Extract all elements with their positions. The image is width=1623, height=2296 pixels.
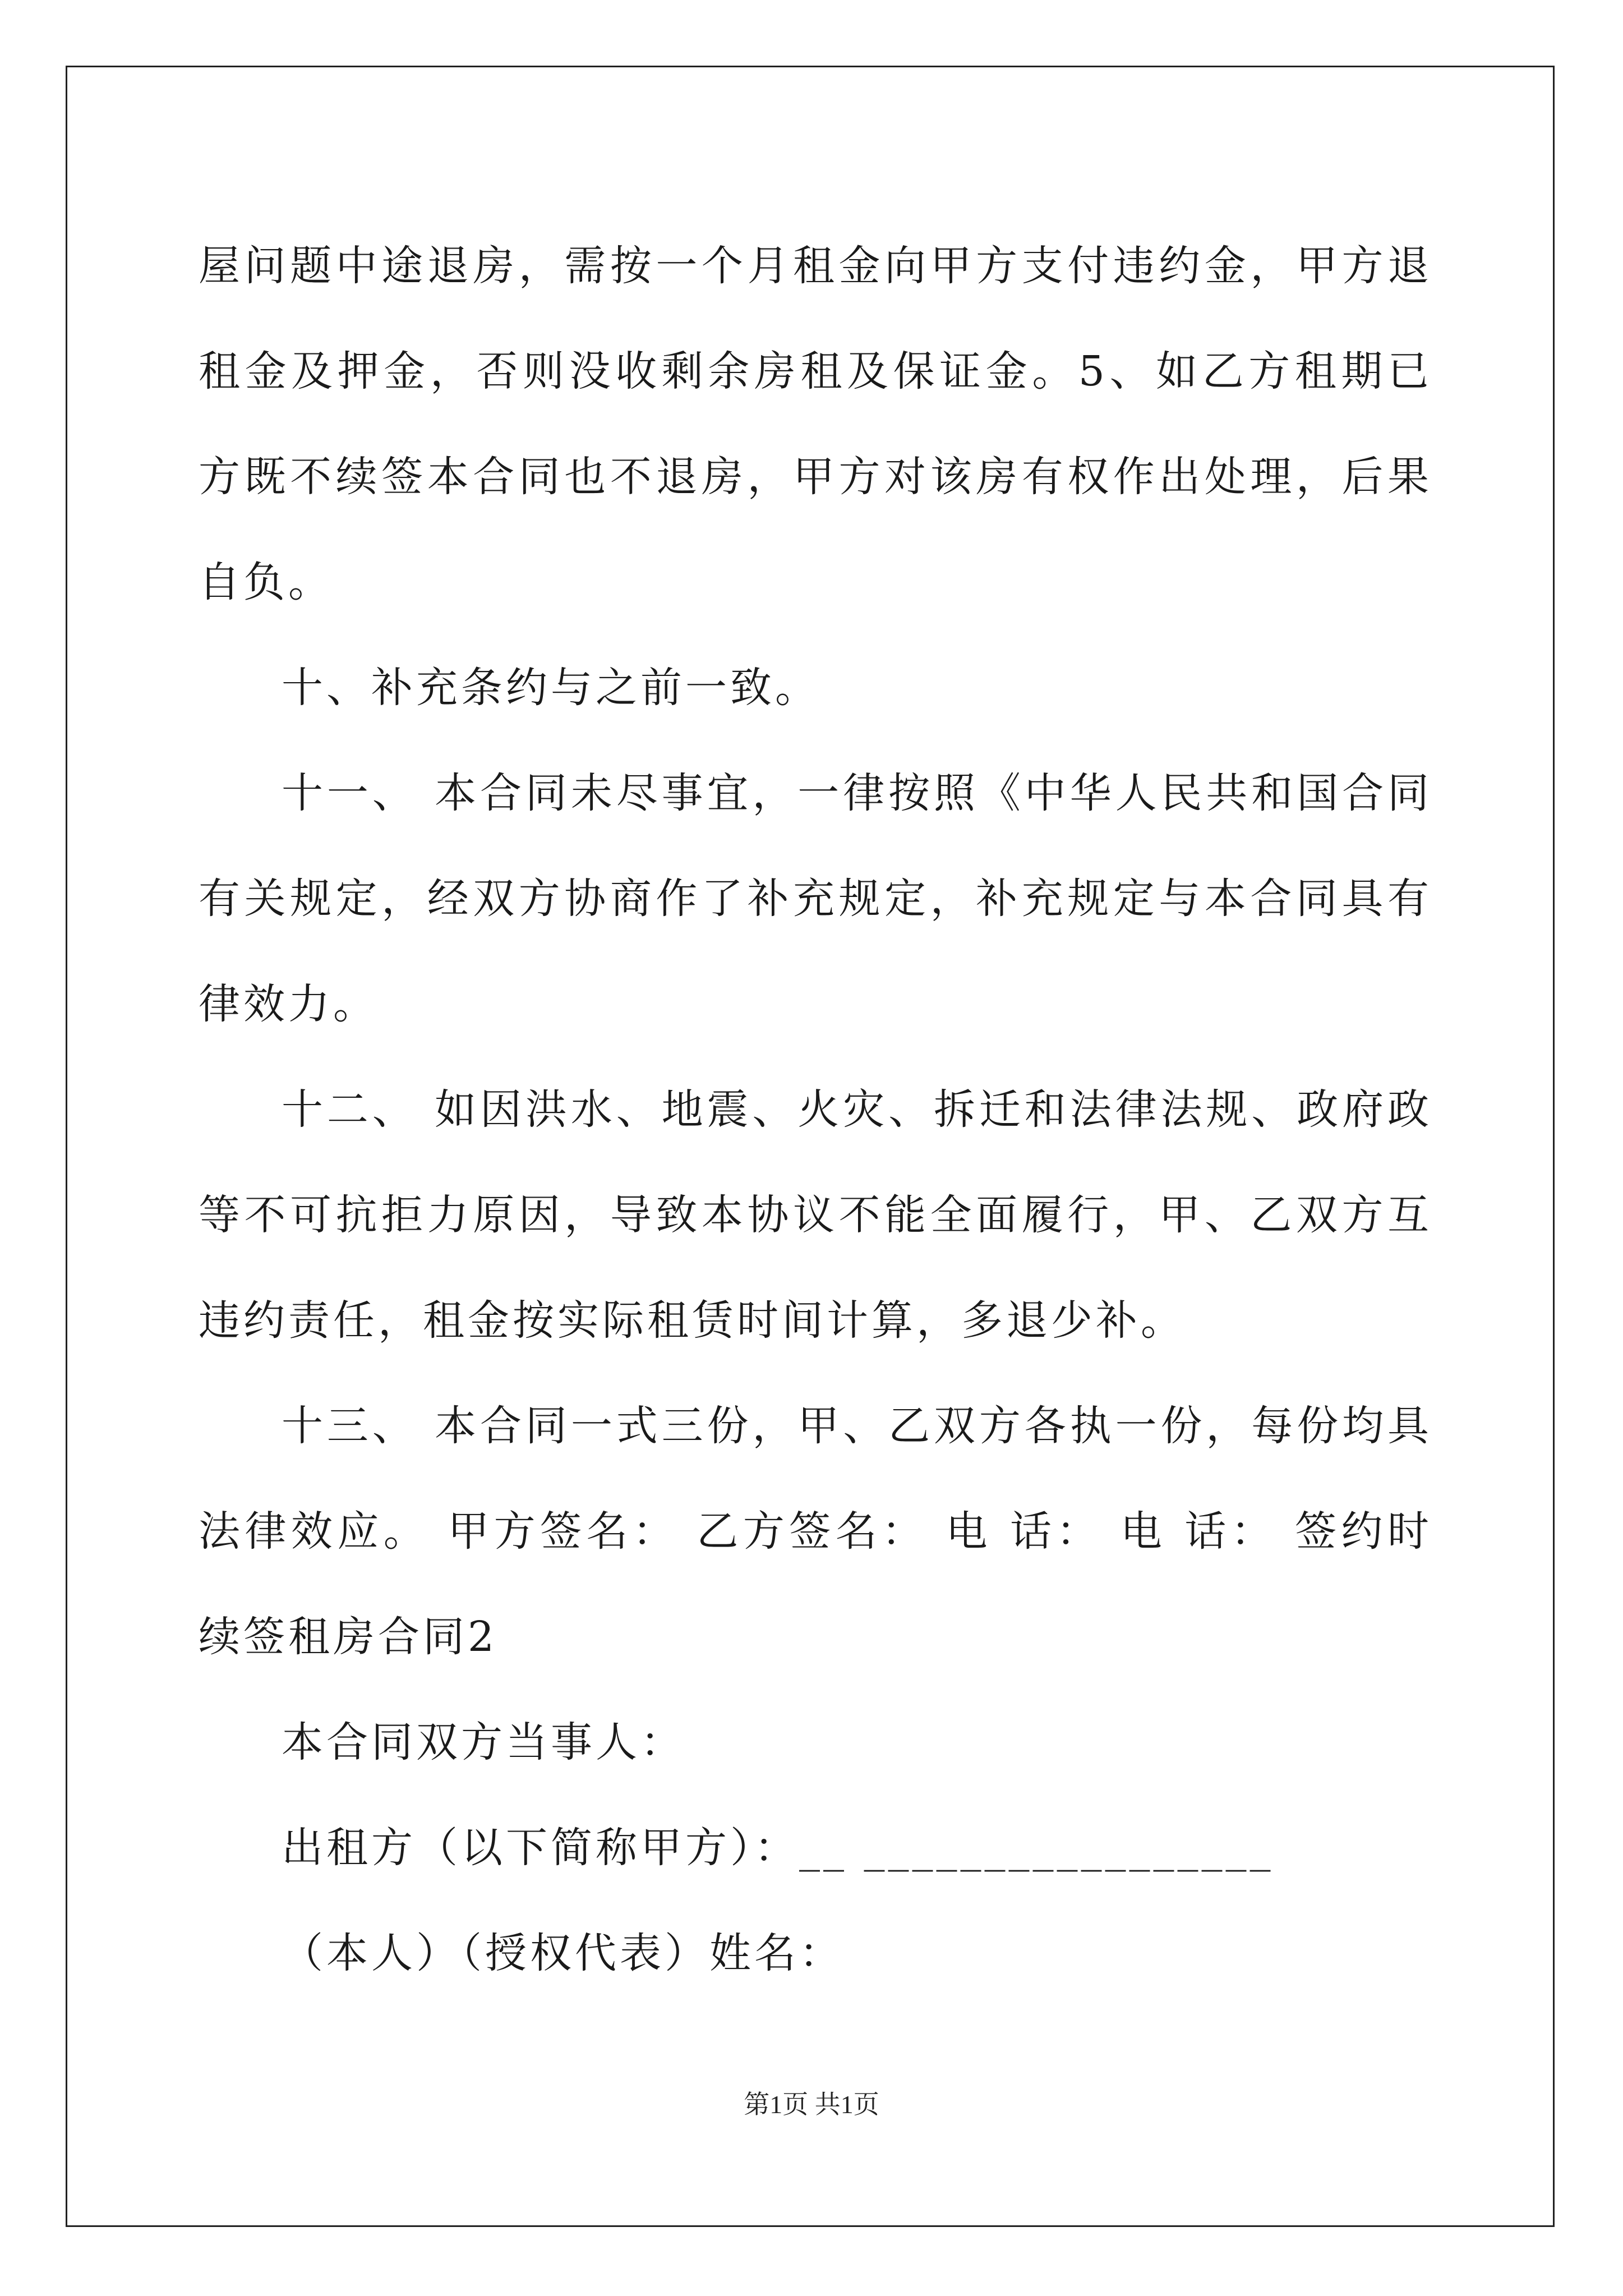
clause-11: 十一、 本合同未尽事宜，一律按照《中华人民共和国合同 bbox=[282, 769, 1432, 817]
document-body bbox=[199, 213, 1432, 2006]
name-line: （本人）（授权代表）姓名： bbox=[282, 1929, 844, 1977]
clause-13: 十三、 本合同一式三份，甲、乙双方各执一份，每份均具 bbox=[282, 1402, 1432, 1450]
text-line-3: 方既不续签本合同也不退房，甲方对该房有权作出处理，后果 bbox=[199, 453, 1432, 501]
text-line-7: 有关规定，经双方协商作了补充规定，补充规定与本合同具有 bbox=[199, 875, 1432, 923]
text-line-10: 等不可抗拒力原因，导致本协议不能全面履行，甲、乙双方互 bbox=[199, 1191, 1432, 1239]
text-line-11: 违约责任，租金按实际租赁时间计算，多退少补。 bbox=[199, 1296, 1186, 1345]
signature-line: 法律效应。 甲方签名： 乙方签名： 电 话： 电 话： 签约时 bbox=[199, 1507, 1432, 1556]
text-line-1: 屋问题中途退房，需按一个月租金向甲方支付违约金，甲方退 bbox=[199, 242, 1432, 290]
page-footer: 第1页 共1页 bbox=[744, 2090, 879, 2119]
text-line-8: 律效力。 bbox=[199, 980, 378, 1028]
text-line-2: 租金及押金，否则没收剩余房租及保证金。5、如乙方租期已 bbox=[199, 347, 1432, 395]
lessor-line: 出租方（以下简称甲方）：__ _________________ bbox=[282, 1824, 1274, 1872]
section-title: 续签租房合同2 bbox=[199, 1613, 498, 1661]
parties-heading: 本合同双方当事人： bbox=[282, 1718, 685, 1766]
clause-10: 十、补充条约与之前一致。 bbox=[282, 664, 820, 712]
text-line-4: 自负。 bbox=[199, 558, 333, 606]
clause-12: 十二、 如因洪水、地震、火灾、拆迁和法律法规、政府政 bbox=[282, 1085, 1432, 1134]
